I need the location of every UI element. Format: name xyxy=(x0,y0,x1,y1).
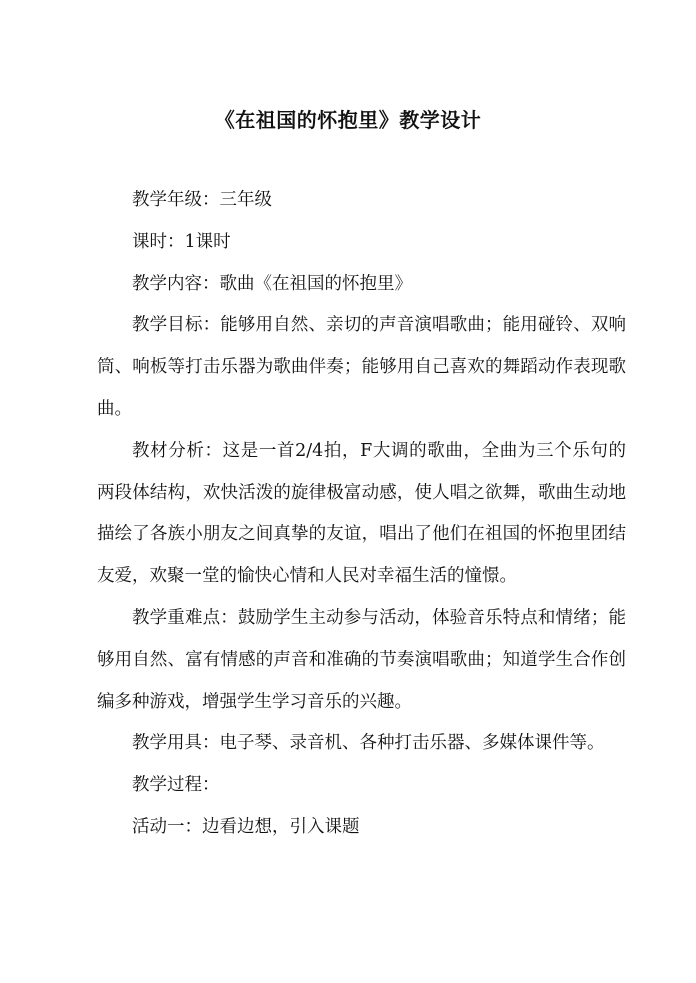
document-body xyxy=(97,180,626,849)
paragraph-key-difficulties: 教学重难点：鼓励学生主动参与活动，体验音乐特点和情绪；能够用自然、富有情感的声音和准确的节奏演唱歌曲；知道学生合作创编多种游戏，增强学生学习音乐的兴趣。 xyxy=(97,607,626,712)
paragraph-teaching-goals: 教学目标：能够用自然、亲切的声音演唱歌曲；能用碰铃、双响筒、响板等打击乐器为歌曲伴奏；能够用自己喜欢的舞蹈动作表现歌曲。 xyxy=(97,315,626,419)
paragraph-activity-one: 活动一：边看边想，引入课题 xyxy=(132,816,360,837)
document-title: 《在祖国的怀抱里》教学设计 xyxy=(214,108,482,132)
paragraph-teaching-process: 教学过程： xyxy=(132,775,220,796)
paragraph-teaching-content: 教学内容：歌曲《在祖国的怀抱里》 xyxy=(132,273,412,294)
paragraph-class-hours: 课时：1课时 xyxy=(132,231,231,252)
paragraph-grade: 教学年级：三年级 xyxy=(132,190,272,210)
paragraph-material-analysis: 教材分析：这是一首2/4拍，F大调的歌曲，全曲为三个乐句的两段体结构，欢快活泼的旋律极富动感，使人唱之欲舞，歌曲生动地描绘了各族小朋友之间真挚的友谊，唱出了他们在祖国的怀抱里团结友爱，欢聚一堂的愉快心情和人民对幸福生活的憧憬。 xyxy=(97,440,626,587)
paragraph-teaching-tools: 教学用具：电子琴、录音机、各种打击乐器、多媒体课件等。 xyxy=(132,733,605,754)
